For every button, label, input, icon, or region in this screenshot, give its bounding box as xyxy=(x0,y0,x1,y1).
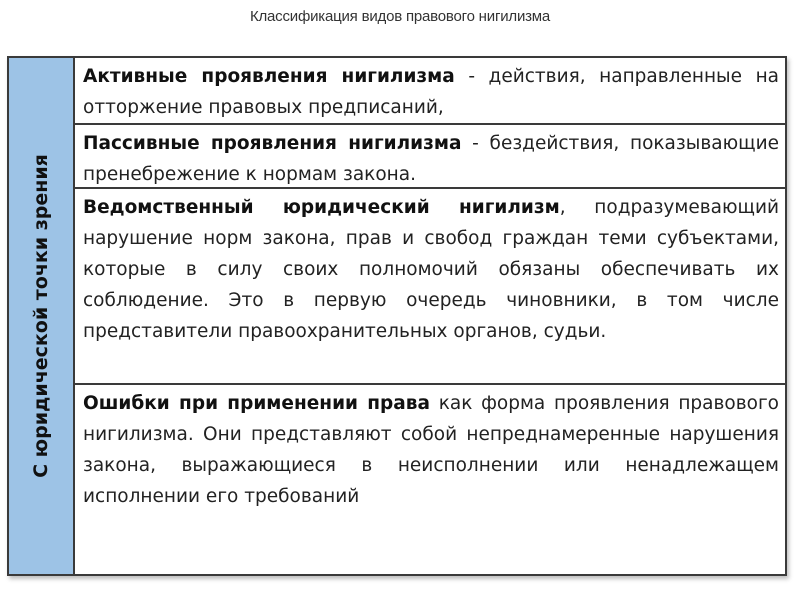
row-text: - действия, направленные на отторжение правовых предписаний, xyxy=(83,66,779,118)
row-text: - бездействия, показывающие пренебрежение к нормам закона. xyxy=(83,133,779,185)
side-header-label: С юридической точки зрения xyxy=(30,154,52,478)
row-term: Активные проявления нигилизма xyxy=(83,66,455,87)
classification-table xyxy=(7,56,787,576)
table-rows xyxy=(75,58,785,574)
row-term: Ведомственный юридический нигилизм xyxy=(83,197,560,218)
page-title: Классификация видов правового нигилизма xyxy=(249,8,551,25)
row-text: , подразумевающий нарушение норм закона, прав и свобод граждан теми субъектами, которые в силу своих полномочий обязаны обеспечивать их соблюдение. Это в первую очередь чиновники, в том числе представители правоохранительных органов, судьи. xyxy=(83,197,779,342)
row-term: Пассивные проявления нигилизма xyxy=(83,133,462,154)
table-row-active-nihilism xyxy=(75,58,785,125)
table-row-departmental-nihilism xyxy=(75,189,785,385)
row-text: как форма проявления правового нигилизма. Они представляют собой непреднамеренные нарушения закона, выражающиеся в неисполнении или ненадлежащем исполнении его требований xyxy=(83,393,779,507)
table-row-application-errors xyxy=(75,385,785,574)
table-row-passive-nihilism xyxy=(75,125,785,189)
side-header-cell xyxy=(9,58,75,574)
row-term: Ошибки при применении права xyxy=(83,393,430,414)
